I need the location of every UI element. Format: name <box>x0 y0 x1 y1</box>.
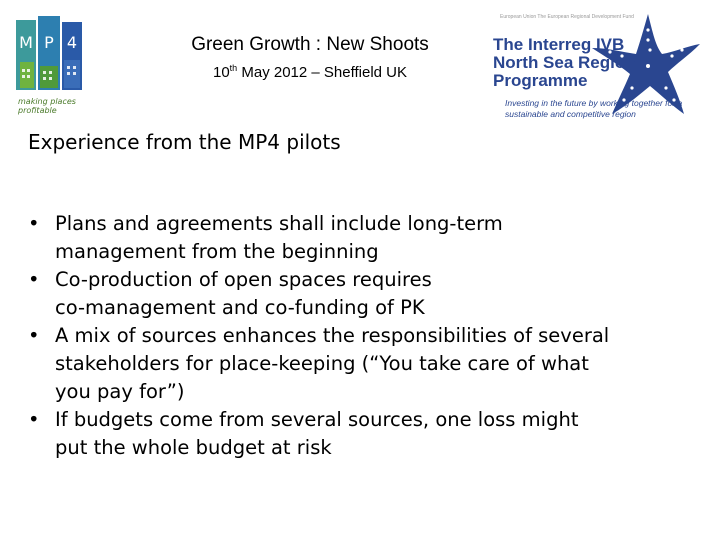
bullet-item <box>28 322 708 406</box>
bullet-line: Co-production of open spaces requires <box>55 268 432 291</box>
bullet-dot: • <box>28 212 40 235</box>
interreg-name-line3: Programme <box>493 71 588 90</box>
bullet-line: put the whole budget at risk <box>55 436 332 459</box>
date-suffix: th <box>229 63 238 73</box>
bullet-item <box>28 266 708 322</box>
bullet-list <box>28 210 708 462</box>
bullet-dot: • <box>28 408 40 431</box>
bullet-line: co-management and co-funding of PK <box>55 296 425 319</box>
interreg-tagline: Investing in the future by working together for a sustainable and competitive region <box>505 98 683 119</box>
bullet-line: Plans and agreements shall include long-term <box>55 212 503 235</box>
bullet-dot: • <box>28 268 40 291</box>
bullet-line: stakeholders for place-keeping (“You take care of what <box>55 352 589 375</box>
header-title: Green Growth : New Shoots <box>191 34 429 55</box>
header-date <box>150 63 470 81</box>
interreg-name <box>493 36 663 90</box>
bullet-dot: • <box>28 324 40 347</box>
mp4-letter-m: M <box>19 33 33 52</box>
date-day: 10 <box>212 64 230 81</box>
interreg-name-line1: The Interreg IVB <box>493 35 625 54</box>
bullet-line: you pay for”) <box>55 380 185 403</box>
bullet-line: management from the beginning <box>55 240 379 263</box>
mp4-tagline: making places profitable <box>18 97 76 115</box>
section-title: Experience from the MP4 pilots <box>28 130 341 154</box>
interreg-name-line2: North Sea Region <box>493 53 636 72</box>
bullet-line: A mix of sources enhances the responsibilities of several <box>55 324 610 347</box>
date-rest: May 2012 – Sheffield UK <box>237 64 408 81</box>
mp4-letter-p: P <box>44 33 54 52</box>
bullet-item <box>28 210 708 266</box>
bullet-line: If budgets come from several sources, one loss might <box>55 408 579 431</box>
interreg-eu-text: European Union The European Regional Development Fund <box>500 14 634 20</box>
bullet-item <box>28 406 708 462</box>
mp4-letter-4: 4 <box>66 33 78 52</box>
